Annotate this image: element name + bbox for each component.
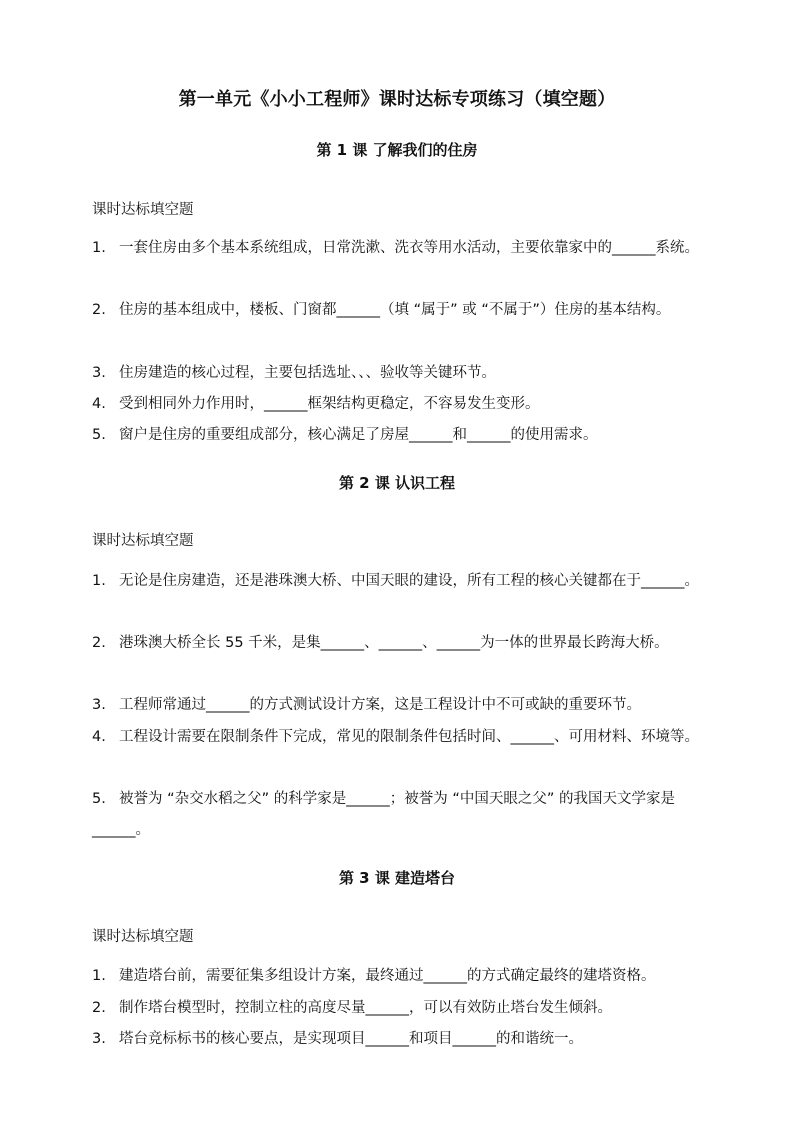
lesson-3-question-3 — [92, 1024, 704, 1055]
lesson-1-question-1 — [92, 233, 704, 264]
question-number: 1. — [92, 240, 106, 256]
question-number: 1. — [92, 573, 106, 589]
lesson-3-heading: 第 3 课 建造塔台 — [338, 869, 456, 887]
question-text: 建造塔台前，需要征集多组设计方案，最终通过______的方式确定最终的建塔资格。 — [119, 968, 656, 984]
question-text: 工程设计需要在限制条件下完成，常见的限制条件包括时间、______、可用材料、环境等。 — [119, 729, 699, 745]
question-number: 2. — [92, 302, 106, 318]
question-text: 制作塔台模型时，控制立柱的高度尽量______，可以有效防止塔台发生倾斜。 — [119, 1000, 612, 1016]
lesson-3-question-1 — [92, 961, 704, 992]
lesson-1-question-5 — [92, 420, 704, 451]
lesson-2-question-2 — [92, 628, 704, 659]
question-number: 4. — [92, 396, 106, 412]
lesson-2-subheading: 课时达标填空题 — [92, 533, 194, 549]
lesson-2-question-3 — [92, 690, 704, 721]
document-title: 第一单元《小小工程师》课时达标专项练习（填空题） — [178, 89, 616, 110]
question-text: 无论是住房建造，还是港珠澳大桥、中国天眼的建设，所有工程的核心关键都在于______。 — [119, 573, 699, 589]
question-number: 3. — [92, 1031, 106, 1047]
lesson-1-heading: 第 1 课 了解我们的住房 — [316, 141, 478, 159]
lesson-1-question-4 — [92, 389, 704, 420]
question-number: 5. — [92, 427, 106, 443]
question-number: 4. — [92, 729, 106, 745]
lesson-2-question-4 — [92, 722, 704, 753]
question-text: 工程师常通过______的方式测试设计方案，这是工程设计中不可或缺的重要环节。 — [119, 697, 641, 713]
question-number: 2. — [92, 635, 106, 651]
lesson-1-question-2 — [92, 295, 704, 326]
question-number: 3. — [92, 697, 106, 713]
lesson-3-question-2 — [92, 993, 704, 1024]
lesson-1-subheading: 课时达标填空题 — [92, 202, 194, 218]
question-number: 5. — [92, 791, 106, 807]
question-number: 1. — [92, 968, 106, 984]
question-text: 塔台竞标标书的核心要点，是实现项目______和项目______的和谐统一。 — [119, 1031, 583, 1047]
question-text: 受到相同外力作用时，______框架结构更稳定，不容易发生变形。 — [119, 396, 540, 412]
lesson-2-heading: 第 2 课 认识工程 — [338, 474, 456, 492]
lesson-2-question-5 — [92, 784, 704, 846]
lesson-2-question-1 — [92, 566, 704, 597]
question-text: 被誉为 “杂交水稻之父” 的科学家是______；被誉为 “中国天眼之父” 的我国天文学家是______。 — [92, 791, 675, 838]
lesson-1-question-3 — [92, 358, 704, 389]
question-number: 2. — [92, 1000, 106, 1016]
question-text: 住房建造的核心过程，主要包括选址、、、验收等关键环节。 — [119, 365, 496, 381]
question-text: 窗户是住房的重要组成部分，核心满足了房屋______和______的使用需求。 — [119, 427, 598, 443]
question-text: 港珠澳大桥全长 55 千米，是集______、______、______为一体的世界最长跨海大桥。 — [119, 635, 669, 651]
question-text: 住房的基本组成中，楼板、门窗都______（填 “属于” 或 “不属于”）住房的基本结构。 — [119, 302, 671, 318]
question-text: 一套住房由多个基本系统组成，日常洗漱、洗衣等用水活动，主要依靠家中的______系统。 — [119, 240, 699, 256]
question-number: 3. — [92, 365, 106, 381]
lesson-3-subheading: 课时达标填空题 — [92, 929, 194, 945]
